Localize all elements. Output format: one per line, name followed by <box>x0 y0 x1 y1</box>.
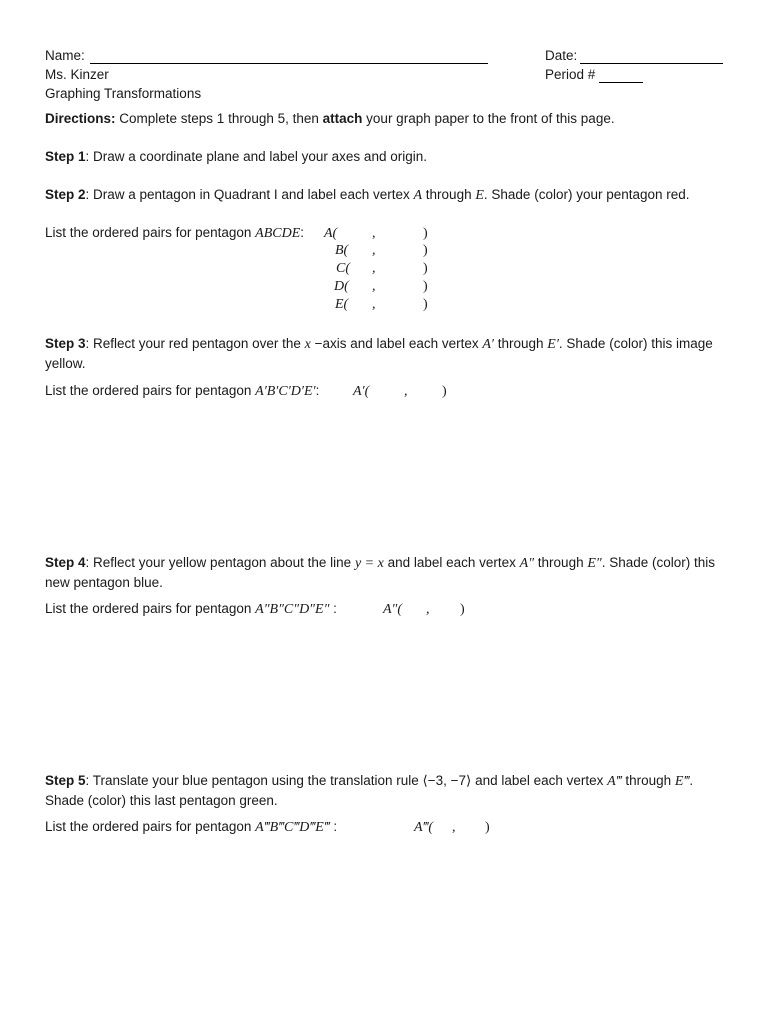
date-blank[interactable] <box>580 63 723 64</box>
step-4-label: Step 4 <box>45 555 86 570</box>
worksheet-title: Graphing Transformations <box>45 86 202 101</box>
step-4-text-a: : Reflect your yellow pentagon about the line <box>85 555 355 570</box>
step-2-list-colon: : <box>300 225 305 240</box>
step-3-var-e: E′ <box>547 337 559 352</box>
directions-text-end: your graph paper to the front of this page. <box>362 111 615 126</box>
step-5-list-label: List the ordered pairs for pentagon <box>45 819 256 834</box>
step-2-text-b: through <box>422 187 476 202</box>
step-3-list-colon: : <box>315 383 320 398</box>
step-3-vertex-comma: , <box>404 384 408 399</box>
step-3-vertex-close: ) <box>442 384 447 399</box>
vertex-b-label: B( <box>335 243 349 258</box>
step-5-pentagon-name: A‴B‴C‴D‴E‴ <box>255 820 330 835</box>
vertex-e-close: ) <box>423 297 428 312</box>
step-5-label: Step 5 <box>45 773 86 788</box>
step-3-list-label: List the ordered pairs for pentagon <box>45 383 256 398</box>
step-2-var-a: A <box>413 188 423 203</box>
step-3-text-c: through <box>493 336 548 351</box>
step-4-equation: y = x <box>354 556 384 571</box>
vertex-b-comma: , <box>372 243 376 258</box>
step-5-text-a: : Translate your blue pentagon using the translation rule <box>85 773 423 788</box>
teacher-name: Ms. Kinzer <box>45 67 109 82</box>
name-label: Name: <box>45 48 85 63</box>
step-4-vertex-close: ) <box>460 602 465 617</box>
step-4-text-d: . Shade (color) this new pentagon blue. <box>45 555 716 590</box>
step-4 <box>45 553 725 592</box>
period-label: Period # <box>545 67 596 82</box>
directions-text: Complete steps 1 through 5, then <box>115 111 323 126</box>
vertex-a-comma: , <box>372 226 376 241</box>
step-2-label: Step 2 <box>45 187 86 202</box>
step-2-pentagon-name: ABCDE <box>255 226 301 241</box>
step-5 <box>45 771 725 810</box>
step-2-text-a: : Draw a pentagon in Quadrant I and label each vertex <box>85 187 414 202</box>
vertex-c-close: ) <box>423 261 428 276</box>
step-5-list-colon: : <box>329 819 338 834</box>
vertex-d-label: D( <box>334 279 349 294</box>
directions <box>45 111 615 126</box>
step-3-text-a: : Reflect your red pentagon over the <box>85 336 305 351</box>
step-5-list-prompt <box>45 819 337 836</box>
step-3-var-a: A′ <box>482 337 494 352</box>
directions-bold: attach <box>322 111 363 126</box>
vertex-e-label: E( <box>335 297 349 312</box>
step-4-list-colon: : <box>329 601 337 616</box>
step-5-rule: ⟨−3, −7⟩ <box>422 773 472 788</box>
step-3-list-prompt <box>45 383 319 400</box>
step-1 <box>45 149 427 164</box>
step-4-vertex-label: A″( <box>383 602 403 617</box>
step-4-list-label: List the ordered pairs for pentagon <box>45 601 256 616</box>
vertex-c-label: C( <box>336 261 350 276</box>
step-3-text-d: . Shade (color) this image yellow. <box>45 336 713 371</box>
step-5-text-b: and label each vertex <box>471 773 608 788</box>
step-4-var-e: E″ <box>587 556 602 571</box>
step-5-text-d: . Shade (color) this last pentagon green. <box>45 773 694 808</box>
vertex-a-label: A( <box>324 226 338 241</box>
vertex-b-close: ) <box>423 243 428 258</box>
vertex-d-close: ) <box>423 279 428 294</box>
step-4-text-c: through <box>534 555 588 570</box>
step-5-vertex-comma: , <box>452 820 456 835</box>
step-2-list-label: List the ordered pairs for pentagon <box>45 225 256 240</box>
step-3-vertex-label: A′( <box>353 384 370 399</box>
vertex-a-close: ) <box>423 226 428 241</box>
vertex-c-comma: , <box>372 261 376 276</box>
step-3-label: Step 3 <box>45 336 86 351</box>
step-5-vertex-close: ) <box>485 820 490 835</box>
step-3 <box>45 334 725 373</box>
step-5-vertex-label: A‴( <box>414 820 434 835</box>
period-blank[interactable] <box>599 82 643 83</box>
step-5-text-c: through <box>621 773 675 788</box>
step-5-var-e: E‴ <box>674 774 690 789</box>
step-2-var-b: E <box>475 188 484 203</box>
directions-label: Directions: <box>45 111 116 126</box>
step-4-text-b: and label each vertex <box>383 555 520 570</box>
step-3-pentagon-name: A′B′C′D′E′ <box>255 384 316 399</box>
vertex-d-comma: , <box>372 279 376 294</box>
step-4-list-prompt <box>45 601 337 618</box>
step-2-list-prompt <box>45 225 304 242</box>
step-4-var-a: A″ <box>519 556 535 571</box>
step-4-pentagon-name: A″B″C″D″E″ <box>255 602 330 617</box>
step-1-label: Step 1 <box>45 149 86 164</box>
step-3-text-b: −axis and label each vertex <box>310 336 483 351</box>
step-5-var-a: A‴ <box>607 774 622 789</box>
step-4-vertex-comma: , <box>426 602 430 617</box>
date-label: Date: <box>545 48 578 63</box>
vertex-e-comma: , <box>372 297 376 312</box>
name-blank[interactable] <box>90 63 488 64</box>
step-2 <box>45 187 690 204</box>
step-3-var-x: x <box>304 337 311 352</box>
step-2-text-c: . Shade (color) your pentagon red. <box>483 187 690 202</box>
step-1-text: : Draw a coordinate plane and label your axes and origin. <box>85 149 427 164</box>
